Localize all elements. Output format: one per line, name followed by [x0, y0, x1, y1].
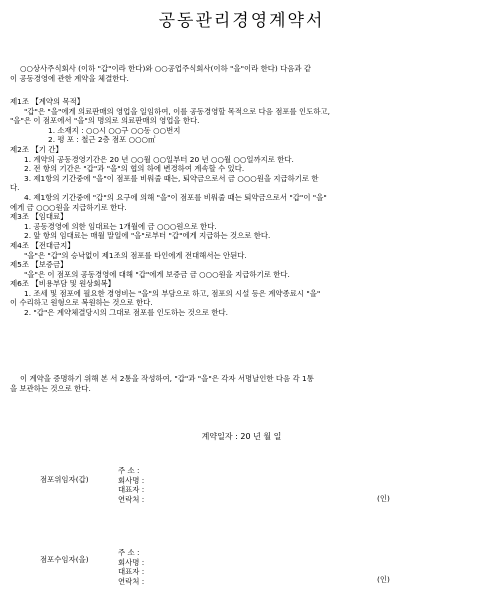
article-line: "을"은 "갑"의 승낙없이 제1조의 점포를 타인에게 전대해서는 안된다. — [24, 250, 247, 260]
article-line: 1. 소재지 : ○○시 ○○구 ○○동 ○○번지 — [48, 125, 181, 135]
closing-line: 이 계약을 증명하기 위해 본 서 2통을 작성하여, "갑"과 "을"은 각자 서명날인한 다음 각 1통 — [20, 374, 314, 383]
article-line: 1. 공동경영에 의한 임대료는 1개월에 금 ○○○원으로 한다. — [24, 221, 217, 231]
intro-line: ○○상사주식회사 (이하 "갑"이라 한다)와 ○○공업주식회사(이하 "을"이라 한다) 다음과 같 — [20, 64, 312, 73]
document-title: 공동관리경영계약서 — [158, 11, 325, 31]
intro-line: 이 공동경영에 관한 계약을 체결한다. — [10, 73, 129, 83]
representative-field: 대표자 : — [118, 567, 145, 577]
company-field: 회사명 : — [118, 557, 145, 567]
article-line: 1. 조세 및 점포에 필요한 경영비는 "을"의 부담으로 하고, 점포의 시설 등은 계약종료시 "을" — [24, 288, 321, 298]
article-heading: 제1조 【계약의 목적】 — [10, 97, 85, 106]
intro-paragraph — [10, 64, 473, 83]
article-line: 에게 금 ○○○원을 지급하기로 한다. — [10, 202, 127, 212]
party-label-gap: 점포위임자(갑) — [40, 475, 89, 484]
article-line: "갑"은 "을"에게 의료판매의 영업을 일임하여, 이를 공동경영할 목적으로 다음 점포를 인도하고, — [24, 106, 330, 116]
address-field: 주 소 : — [118, 548, 140, 557]
representative-field: 대표자 : — [118, 485, 145, 495]
closing-line: 을 보관하는 것으로 한다. — [10, 383, 91, 393]
article-line: "을"은 이 점포에서 "을"의 명의로 의료판매의 영업을 한다. — [10, 116, 200, 126]
article-line: 다. — [10, 183, 20, 193]
contact-field: 연락처 : — [118, 494, 145, 504]
seal-mark: (인) — [377, 494, 390, 503]
address-field: 주 소 : — [118, 466, 140, 475]
article-heading: 제3조 【임대료】 — [10, 212, 68, 222]
contact-field: 연락처 : — [118, 576, 145, 586]
article-line: 3. 제1항의 기간중에 "을"이 점포를 비워줄 때는, 퇴약금으로서 금 ○○○원을 지급하기로 한 — [24, 173, 319, 183]
articles-section — [10, 97, 473, 318]
article-line: 2. 평 포 : 철근 2층 점포 ○○○㎡ — [48, 135, 156, 145]
article-line: 이 수리하고 원형으로 복원하는 것으로 한다. — [10, 298, 153, 308]
closing-paragraph — [10, 374, 473, 393]
article-line: 4. 제1항의 기간중에 "갑"의 요구에 의해 "을"이 점포를 비워줄 때는 퇴약금으로서 "갑"이 "을" — [24, 192, 327, 202]
article-heading: 제4조 【전대금지】 — [10, 240, 75, 250]
article-heading: 제2조 【기 간】 — [10, 144, 63, 154]
article-line: 2. 앞 항의 임대료는 매월 말일에 "을"로부터 "갑"에게 지급하는 것으로 한다. — [24, 231, 271, 241]
company-field: 회사명 : — [118, 475, 145, 485]
article-line: 2. "갑"은 계약체결당시의 그대로 점포를 인도하는 것으로 한다. — [24, 308, 228, 318]
party-fields-eul — [118, 548, 144, 586]
seal-mark: (인) — [377, 575, 390, 584]
article-line: 1. 계약의 공동경영기간은 20 년 ○○월 ○○일부터 20 년 ○○월 ○○일까지로 한다. — [24, 154, 294, 164]
article-heading: 제5조 【보증금】 — [10, 260, 68, 270]
article-line: 2. 전 항의 기간은 "갑"과 "을"의 협의 하에 변경하여 계속할 수 있다. — [24, 164, 245, 174]
party-label-eul: 점포수임자(을) — [40, 555, 89, 564]
article-line: "을"은 이 점포의 공동경영에 대해 "갑"에게 보증금 금 ○○○원을 지급하기로 한다. — [24, 269, 290, 279]
party-fields-gap — [118, 466, 144, 504]
contract-date: 계약일자 : 20 년 월 일 — [201, 432, 282, 441]
article-heading: 제6조 【비용부담 및 원상회복】 — [10, 279, 116, 289]
